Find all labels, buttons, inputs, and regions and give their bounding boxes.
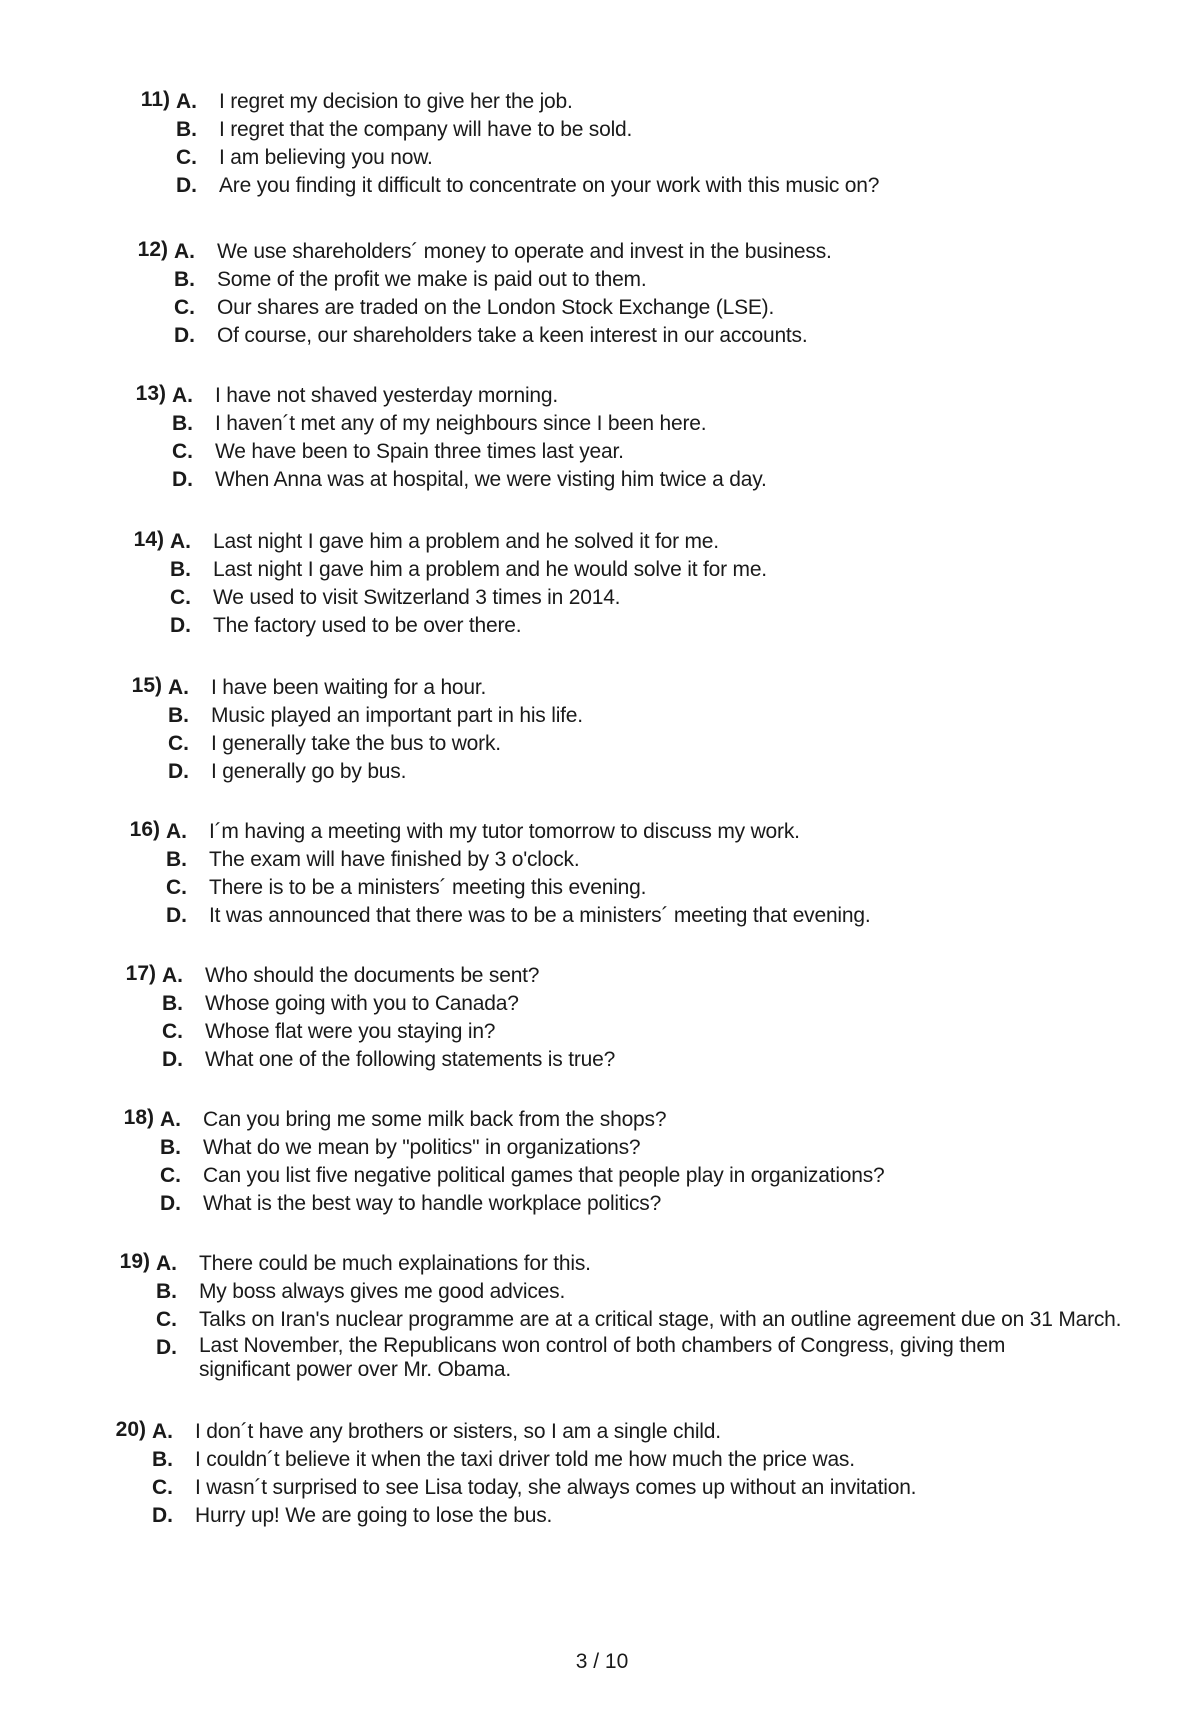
- option-letter: D.: [174, 324, 195, 347]
- option-text: Are you finding it difficult to concentrate on your work with this music on?: [219, 174, 880, 197]
- question-17: [110, 962, 1110, 1074]
- option-letter: B.: [170, 558, 191, 581]
- option-letter: C.: [168, 732, 189, 755]
- option-c: [104, 1306, 1122, 1334]
- option-text: Can you list five negative political games that people play in organizations?: [203, 1164, 885, 1187]
- option-text: I couldn´t believe it when the taxi driver told me how much the price was.: [195, 1448, 855, 1471]
- option-letter: A.: [166, 820, 187, 843]
- option-a: [122, 238, 1122, 266]
- option-d: [116, 758, 1116, 786]
- option-letter: D.: [156, 1336, 177, 1359]
- option-text: What do we mean by "politics" in organizations?: [203, 1136, 641, 1159]
- option-text: My boss always gives me good advices.: [199, 1280, 566, 1303]
- option-d: [108, 1190, 1108, 1218]
- question-19: [104, 1250, 1122, 1386]
- option-letter: A.: [176, 90, 197, 113]
- question-number: 16): [129, 818, 160, 841]
- option-text: We use shareholders´ money to operate and invest in the business.: [217, 240, 832, 263]
- option-text: I regret my decision to give her the job.: [219, 90, 573, 113]
- option-text: Whose flat were you staying in?: [205, 1020, 496, 1043]
- option-letter: A.: [172, 384, 193, 407]
- option-text: Last November, the Republicans won control of both chambers of Congress, giving them significant power over Mr. Obama.: [199, 1334, 1006, 1381]
- question-15: [116, 674, 1116, 786]
- question-20: [100, 1418, 1100, 1530]
- option-letter: D.: [176, 174, 197, 197]
- question-12: [122, 238, 1122, 350]
- option-text: We used to visit Switzerland 3 times in 2014.: [213, 586, 621, 609]
- option-letter: C.: [170, 586, 191, 609]
- question-number: 11): [140, 88, 170, 111]
- option-c: [114, 874, 1114, 902]
- option-text: I haven´t met any of my neighbours since I been here.: [215, 412, 707, 435]
- option-text: Whose going with you to Canada?: [205, 992, 519, 1015]
- option-letter: D.: [172, 468, 193, 491]
- option-a: [120, 382, 1120, 410]
- option-text: There is to be a ministers´ meeting this evening.: [209, 876, 647, 899]
- option-c: [100, 1474, 1100, 1502]
- option-letter: B.: [172, 412, 193, 435]
- option-letter: A.: [162, 964, 183, 987]
- question-number: 13): [135, 382, 166, 405]
- option-text: When Anna was at hospital, we were visting him twice a day.: [215, 468, 767, 491]
- option-d: [104, 1334, 1104, 1386]
- question-number: 20): [115, 1418, 146, 1441]
- option-c: [120, 438, 1120, 466]
- option-letter: D.: [160, 1192, 181, 1215]
- option-letter: B.: [174, 268, 195, 291]
- option-c: [108, 1162, 1108, 1190]
- question-number: 15): [131, 674, 162, 697]
- option-letter: C.: [162, 1020, 183, 1043]
- option-letter: C.: [156, 1308, 177, 1331]
- option-text: The factory used to be over there.: [213, 614, 522, 637]
- option-b: [108, 1134, 1108, 1162]
- option-letter: A.: [174, 240, 195, 263]
- question-number: 12): [137, 238, 168, 261]
- option-text: I have not shaved yesterday morning.: [215, 384, 559, 407]
- option-text: I don´t have any brothers or sisters, so I am a single child.: [195, 1420, 721, 1443]
- option-text: Who should the documents be sent?: [205, 964, 540, 987]
- option-letter: D.: [152, 1504, 173, 1527]
- option-b: [104, 1278, 1104, 1306]
- option-a: [108, 1106, 1108, 1134]
- option-text: There could be much explainations for this.: [199, 1252, 591, 1275]
- option-a: [104, 1250, 1104, 1278]
- option-letter: D.: [162, 1048, 183, 1071]
- option-letter: A.: [160, 1108, 181, 1131]
- option-c: [110, 1018, 1110, 1046]
- option-d: [110, 1046, 1110, 1074]
- option-text: Some of the profit we make is paid out to them.: [217, 268, 647, 291]
- question-11: [124, 88, 1124, 200]
- option-letter: A.: [156, 1252, 177, 1275]
- option-b: [122, 266, 1122, 294]
- option-letter: B.: [160, 1136, 181, 1159]
- option-b: [116, 702, 1116, 730]
- option-text: I generally go by bus.: [211, 760, 407, 783]
- option-b: [100, 1446, 1100, 1474]
- option-d: [120, 466, 1120, 494]
- option-letter: C.: [174, 296, 195, 319]
- option-text: I generally take the bus to work.: [211, 732, 501, 755]
- option-letter: A.: [168, 676, 189, 699]
- option-b: [110, 990, 1110, 1018]
- option-letter: B.: [156, 1280, 177, 1303]
- option-text: What is the best way to handle workplace politics?: [203, 1192, 662, 1215]
- option-a: [100, 1418, 1100, 1446]
- option-text: Can you bring me some milk back from the shops?: [203, 1108, 667, 1131]
- option-text: I have been waiting for a hour.: [211, 676, 487, 699]
- option-a: [124, 88, 1124, 116]
- option-text: I´m having a meeting with my tutor tomorrow to discuss my work.: [209, 820, 800, 843]
- option-c: [122, 294, 1122, 322]
- option-c: [118, 584, 1118, 612]
- option-letter: B.: [166, 848, 187, 871]
- option-letter: D.: [168, 760, 189, 783]
- option-letter: B.: [176, 118, 197, 141]
- option-d: [122, 322, 1122, 350]
- option-text: Music played an important part in his life.: [211, 704, 583, 727]
- option-letter: B.: [152, 1448, 173, 1471]
- option-text: I wasn´t surprised to see Lisa today, she always comes up without an invitation.: [195, 1476, 917, 1499]
- question-13: [120, 382, 1120, 494]
- option-text: It was announced that there was to be a ministers´ meeting that evening.: [209, 904, 871, 927]
- option-letter: C.: [172, 440, 193, 463]
- question-18: [108, 1106, 1108, 1218]
- option-text: Hurry up! We are going to lose the bus.: [195, 1504, 553, 1527]
- option-letter: A.: [152, 1420, 173, 1443]
- question-number: 14): [133, 528, 164, 551]
- option-text: I am believing you now.: [219, 146, 433, 169]
- option-text: Last night I gave him a problem and he would solve it for me.: [213, 558, 767, 581]
- option-text: We have been to Spain three times last year.: [215, 440, 624, 463]
- option-c: [116, 730, 1116, 758]
- option-a: [116, 674, 1116, 702]
- question-number: 17): [125, 962, 156, 985]
- option-d: [100, 1502, 1100, 1530]
- option-d: [118, 612, 1118, 640]
- option-d: [124, 172, 1124, 200]
- option-text: Of course, our shareholders take a keen interest in our accounts.: [217, 324, 808, 347]
- question-number: 18): [123, 1106, 154, 1129]
- option-letter: B.: [162, 992, 183, 1015]
- option-text: What one of the following statements is true?: [205, 1048, 616, 1071]
- option-text: I regret that the company will have to be sold.: [219, 118, 633, 141]
- option-letter: C.: [160, 1164, 181, 1187]
- option-letter: B.: [168, 704, 189, 727]
- option-letter: C.: [152, 1476, 173, 1499]
- option-text: The exam will have finished by 3 o'clock.: [209, 848, 580, 871]
- question-number: 19): [119, 1250, 150, 1273]
- question-16: [114, 818, 1114, 930]
- option-b: [114, 846, 1114, 874]
- question-14: [118, 528, 1118, 640]
- page-number: 3 / 10: [575, 1650, 629, 1673]
- option-letter: D.: [170, 614, 191, 637]
- option-a: [110, 962, 1110, 990]
- option-b: [118, 556, 1118, 584]
- option-text: Talks on Iran's nuclear programme are at a critical stage, with an outline agreement due on 31 March.: [199, 1308, 1122, 1331]
- option-letter: C.: [176, 146, 197, 169]
- option-d: [114, 902, 1114, 930]
- option-text: Our shares are traded on the London Stock Exchange (LSE).: [217, 296, 775, 319]
- option-letter: A.: [170, 530, 191, 553]
- option-a: [114, 818, 1114, 846]
- option-letter: D.: [166, 904, 187, 927]
- option-b: [120, 410, 1120, 438]
- option-a: [118, 528, 1118, 556]
- option-c: [124, 144, 1124, 172]
- option-text: Last night I gave him a problem and he solved it for me.: [213, 530, 719, 553]
- option-b: [124, 116, 1124, 144]
- option-letter: C.: [166, 876, 187, 899]
